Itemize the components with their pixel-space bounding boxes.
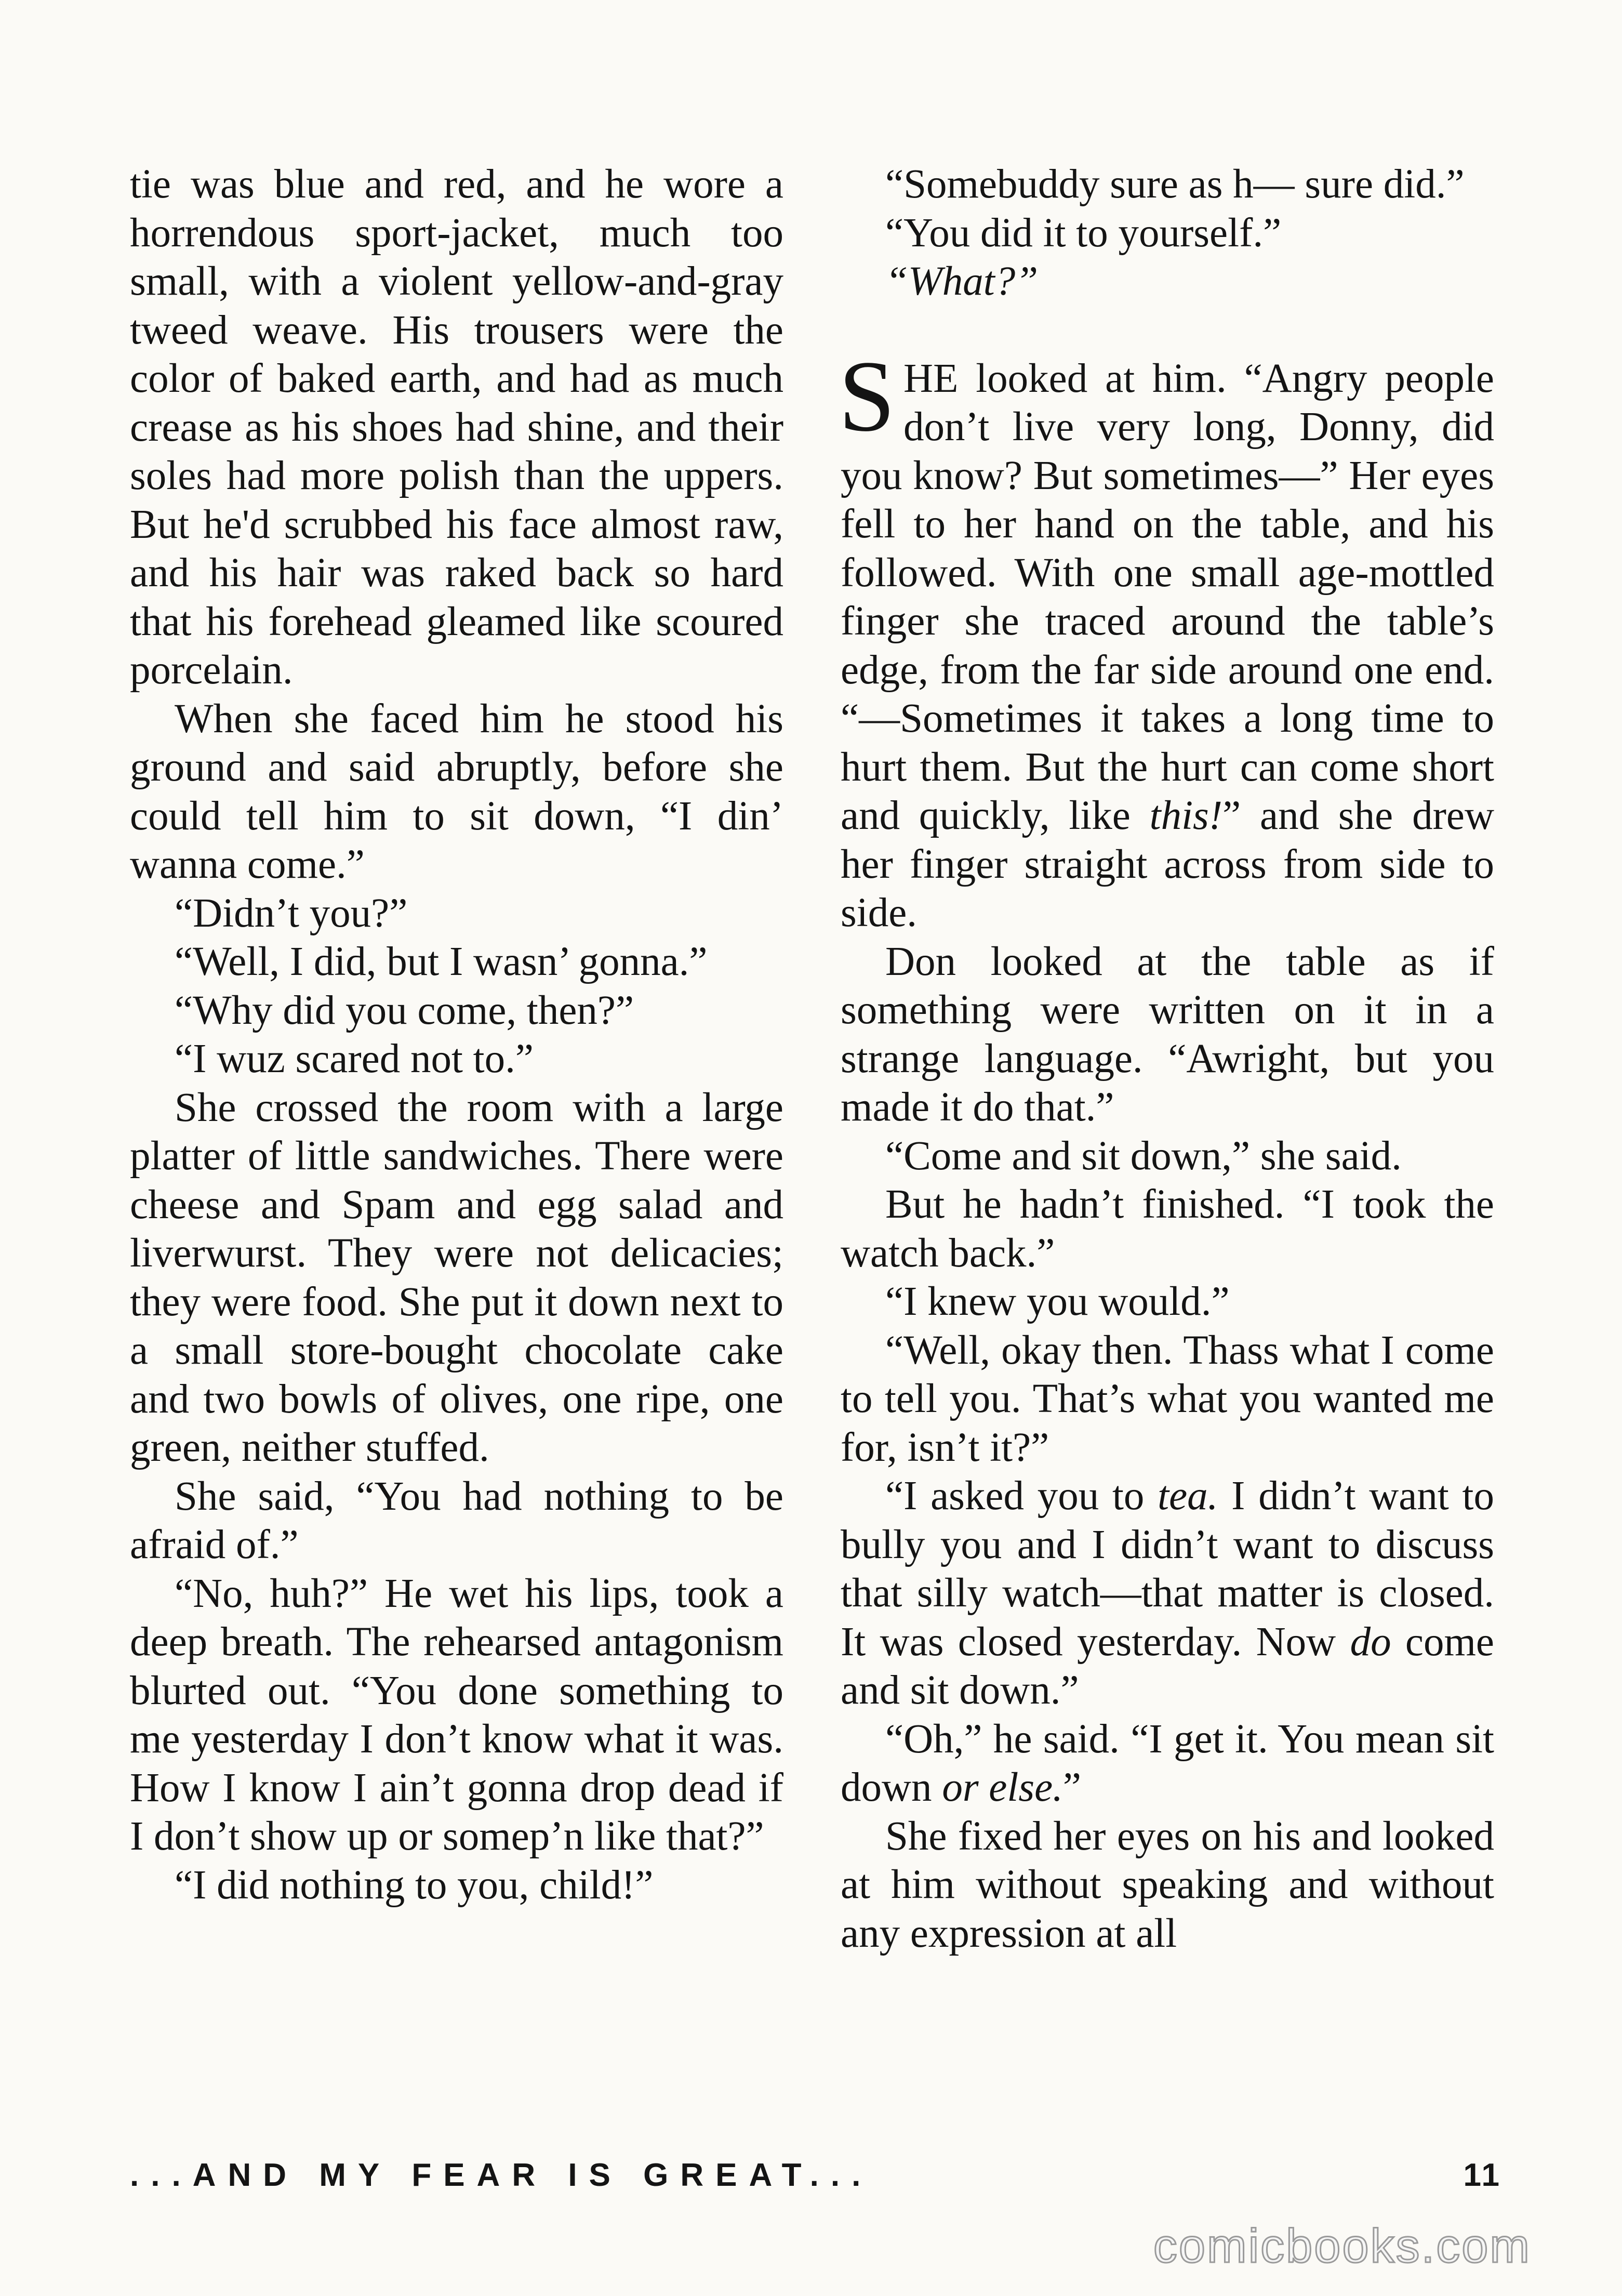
drop-cap: S [839,339,896,453]
emphasis: “What?” [885,259,1039,304]
paragraph: “Didn’t you?” [175,890,408,936]
paragraph [841,1715,1494,1812]
paragraph: “Well, okay then. Thass what I come to tell you. That’s what you wanted me for, isn’t it?” [841,1327,1494,1470]
page-number: 11 [1463,2157,1501,2193]
emphasis: do [1350,1619,1391,1665]
paragraph: “You did it to yourself.” [885,210,1282,256]
paragraph: “No, huh?” He wet his lips, took a deep breath. The rehearsed antagonism blurted out. “You done something to me yesterday I don’t know what it was. How I know I ain’t gonna drop dead if I don’t show up or somep’n like that?” [130,1571,783,1859]
paragraph: She fixed her eyes on his and looked at him without speaking and without any expression at all [841,1813,1494,1956]
paragraph: She said, “You had nothing to be afraid of.” [130,1473,783,1567]
emphasis: or else. [942,1765,1063,1810]
paragraph: “Somebuddy sure as h— sure did.” [885,162,1465,207]
left-text-column [130,160,783,1909]
paragraph-text: “Oh,” he said. “I get it. You mean sit down [841,1716,1494,1810]
paragraph: When she faced him he stood his ground and said abruptly, before she could tell him to sit down, “I din’ wanna come.” [130,696,783,887]
paragraph [841,257,1494,306]
paragraph: But he hadn’t finished. “I took the watch back.” [841,1182,1494,1276]
running-title: ...AND MY FEAR IS GREAT... [130,2157,873,2193]
emphasis: this! [1149,793,1223,838]
emphasis: tea. [1158,1473,1218,1519]
paragraph-text: ” and she drew her finger straight across from side to side. [841,793,1495,935]
paragraph: “I knew you would.” [885,1279,1230,1324]
paragraph-text: I didn’t want to bully you and I didn’t want to discuss that silly watch—that matter is closed. It was closed yesterday. Now [841,1473,1494,1665]
paragraph-text: “I asked you to [885,1473,1158,1519]
paragraph: tie was blue and red, and he wore a horrendous sport-jacket, much too small, with a violent yellow-and-gray tweed weave. His trousers were the color of baked earth, and had as much crease as his shoes had shine, and their soles had more polish than the uppers. But he'd scrubbed his face almost raw, and his hair was raked back so hard that his forehead gleamed like scoured porcelain. [130,162,783,693]
paragraph-with-drop-cap [839,339,1495,938]
watermark: comicbooks.com [1153,2220,1531,2273]
paragraph: “Why did you come, then?” [175,987,634,1033]
paragraph-text: HE looked at him. “Angry people don’t live very long, Donny, did you know? But sometimes—” Her eyes fell to her hand on the table, and his followed. With one small age-mottled finger she traced around the table’s edge, from the far side around one end. “—Sometimes it takes a long time to hurt them. But the hurt can come short and quickly, like [841,355,1494,838]
paragraph: “I wuz scared not to.” [175,1036,534,1081]
paragraph: She crossed the room with a large platter of little sandwiches. There were cheese and Spam and egg salad and liverwurst. They were not delicacies; they were food. She put it down next to a small store-bought chocolate cake and two bowls of olives, one ripe, one green, neither stuffed. [130,1085,783,1470]
paragraph: “Come and sit down,” she said. [885,1133,1402,1179]
page-footer [130,2157,1501,2203]
paragraph [841,1472,1494,1715]
right-text-column [841,160,1494,1958]
paragraph-text: come and sit down.” [841,1619,1494,1713]
paragraph: “Well, I did, but I wasn’ gonna.” [175,939,708,984]
paragraph: “I did nothing to you, child!” [175,1862,654,1908]
paragraph-text: ” [1062,1765,1081,1810]
paragraph: Don looked at the table as if something were written on it in a strange language. “Awright, but you made it do that.” [841,939,1494,1130]
